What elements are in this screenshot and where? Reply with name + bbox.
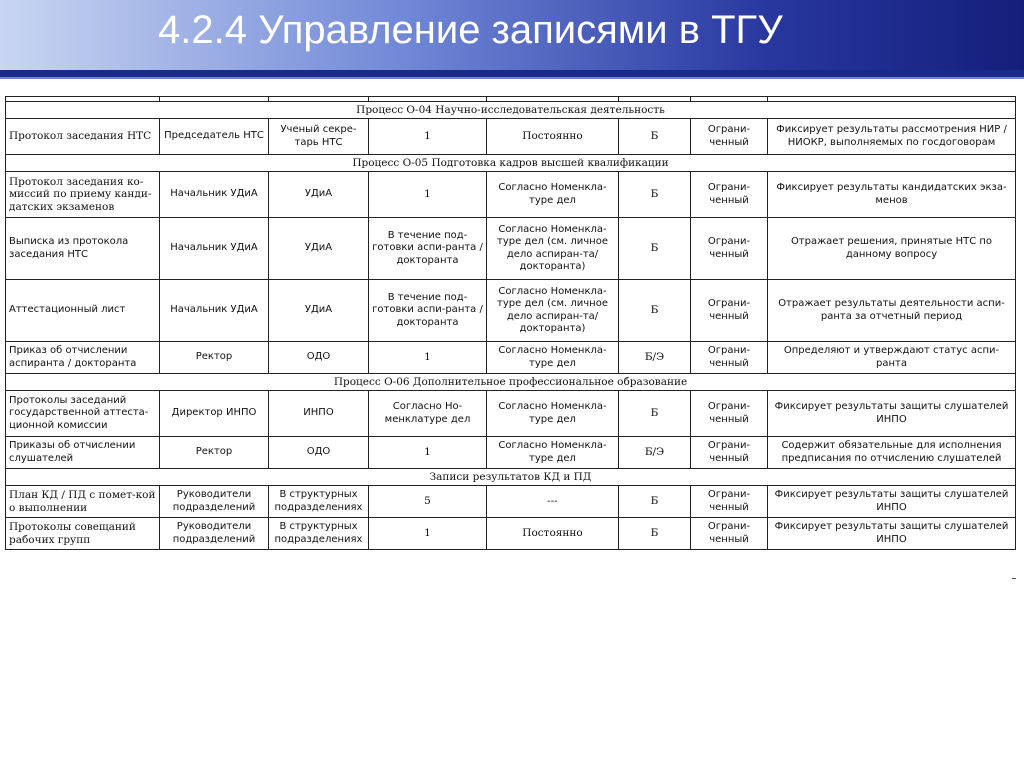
record-name: Протоколы заседаний государственной аттеста-ционной комиссии [6,391,160,437]
table-row [6,218,1016,280]
record-name: Выписка из протокола заседания НТС [6,218,160,280]
record-responsible: Директор ИНПО [160,391,269,437]
record-purpose: Содержит обязательные для исполнения предписания по отчислению слушателей [768,437,1016,469]
record-medium: Б/Э [619,437,691,469]
record-copies: 1 [369,518,487,550]
section-title: Записи результатов КД и ПД [6,469,1016,486]
record-term: Согласно Номенкла-туре дел (см. личное дело аспиран-та/докторанта) [487,218,619,280]
record-medium: Б [619,280,691,342]
record-purpose: Отражает результаты деятельности аспи-ранта за отчетный период [768,280,1016,342]
record-keeper: В структурных подразделениях [269,486,369,518]
table-row [6,391,1016,437]
record-term: Постоянно [487,119,619,155]
record-copies: 1 [369,437,487,469]
record-purpose: Фиксирует результаты защиты слушателей ИНПО [768,518,1016,550]
record-responsible: Начальник УДиА [160,218,269,280]
record-copies: 1 [369,172,487,218]
record-responsible: Начальник УДиА [160,172,269,218]
table-row [6,172,1016,218]
section-header [6,374,1016,391]
record-responsible: Начальник УДиА [160,280,269,342]
record-name: Приказ об отчислении аспиранта / докторанта [6,342,160,374]
record-copies: 5 [369,486,487,518]
slide-title: 4.2.4 Управление записями в ТГУ [158,8,783,52]
record-term: Согласно Номенкла-туре дел [487,437,619,469]
record-access: Ограни-ченный [691,391,768,437]
record-access: Ограни-ченный [691,518,768,550]
record-medium: Б [619,518,691,550]
table-row [6,280,1016,342]
record-responsible: Ректор [160,437,269,469]
record-term: Согласно Номенкла-туре дел [487,342,619,374]
section-title: Процесс О-06 Дополнительное профессиональное образование [6,374,1016,391]
banner-underline [0,70,1024,77]
table-row [6,342,1016,374]
record-keeper: УДиА [269,172,369,218]
banner-underline-thin [0,77,1024,79]
record-access: Ограни-ченный [691,119,768,155]
record-keeper: Ученый секре-тарь НТС [269,119,369,155]
record-term: Постоянно [487,518,619,550]
record-access: Ограни-ченный [691,280,768,342]
record-access: Ограни-ченный [691,172,768,218]
record-purpose: Фиксирует результаты защиты слушателей ИНПО [768,391,1016,437]
table-row [6,486,1016,518]
section-header [6,155,1016,172]
record-keeper: ОДО [269,342,369,374]
record-responsible: Председатель НТС [160,119,269,155]
record-keeper: УДиА [269,280,369,342]
table-row [6,119,1016,155]
section-title: Процесс О-05 Подготовка кадров высшей квалификации [6,155,1016,172]
record-responsible: Ректор [160,342,269,374]
table-row [6,437,1016,469]
records-table [5,96,1016,550]
record-term: Согласно Номенкла-туре дел [487,172,619,218]
record-name: Протокол заседания ко-миссий по приему канди-датских экзаменов [6,172,160,218]
record-copies: В течение под-готовки аспи-ранта /докторанта [369,280,487,342]
record-medium: Б [619,486,691,518]
record-keeper: В структурных подразделениях [269,518,369,550]
record-medium: Б [619,391,691,437]
record-keeper: ОДО [269,437,369,469]
record-access: Ограни-ченный [691,486,768,518]
record-copies: 1 [369,342,487,374]
table-row [6,518,1016,550]
record-purpose: Отражает решения, принятые НТС по данному вопросу [768,218,1016,280]
section-title: Процесс О-04 Научно-исследовательская деятельность [6,102,1016,119]
record-responsible: Руководители подразделений [160,486,269,518]
record-keeper: УДиА [269,218,369,280]
record-name: Аттестационный лист [6,280,160,342]
record-copies: 1 [369,119,487,155]
record-keeper: ИНПО [269,391,369,437]
record-responsible: Руководители подразделений [160,518,269,550]
record-term: Согласно Номенкла-туре дел (см. личное дело аспиран-та/докторанта) [487,280,619,342]
record-medium: Б/Э [619,342,691,374]
record-term: Согласно Номенкла-туре дел [487,391,619,437]
record-name: Протоколы совещаний рабочих групп [6,518,160,550]
record-copies: В течение под-готовки аспи-ранта /докторанта [369,218,487,280]
record-copies: Согласно Но-менклатуре дел [369,391,487,437]
record-name: План КД / ПД с помет-кой о выполнении [6,486,160,518]
record-purpose: Фиксирует результаты кандидатских экза-менов [768,172,1016,218]
record-purpose: Фиксирует результаты защиты слушателей ИНПО [768,486,1016,518]
record-medium: Б [619,218,691,280]
section-header [6,469,1016,486]
record-purpose: Фиксирует результаты рассмотрения НИР /НИОКР, выполняемых по госдоговорам [768,119,1016,155]
record-medium: Б [619,172,691,218]
section-header [6,102,1016,119]
record-name: Протокол заседания НТС [6,119,160,155]
record-access: Ограни-ченный [691,218,768,280]
record-purpose: Определяют и утверждают статус аспи-ранта [768,342,1016,374]
record-access: Ограни-ченный [691,342,768,374]
record-term: --- [487,486,619,518]
record-medium: Б [619,119,691,155]
record-access: Ограни-ченный [691,437,768,469]
table-edge-mark [1012,578,1016,579]
record-name: Приказы об отчислении слушателей [6,437,160,469]
